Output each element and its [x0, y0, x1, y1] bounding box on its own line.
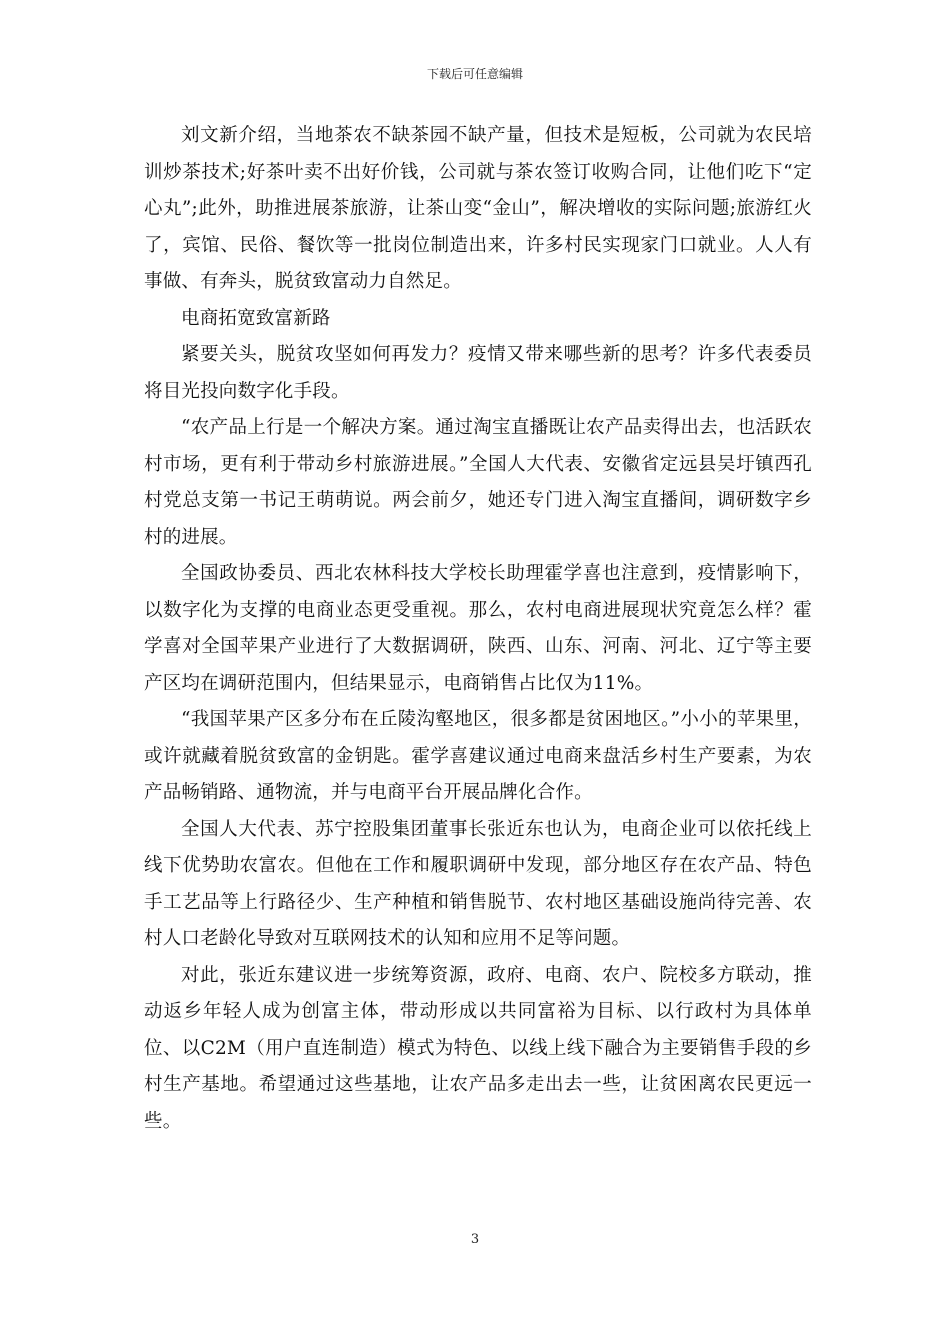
paragraph-7: 对此，张近东建议进一步统筹资源，政府、电商、农户、院校多方联动，推动返乡年轻人成为创富主体，带动形成以共同富裕为目标、以行政村为具体单位、以C2M（用户直连制造）模式为特色、以线上线下融合为主要销售手段的乡村生产基地。希望通过这些基地，让农产品多走出去一些，让贫困离农民更远一些。	[144, 964, 812, 1132]
paragraph-4: 全国政协委员、西北农林科技大学校长助理霍学喜也注意到，疫情影响下，以数字化为支撑的电商业态更受重视。那么，农村电商进展现状究竟怎么样？霍学喜对全国苹果产业进行了大数据调研，陕西、山东、河南、河北、辽宁等主要产区均在调研范围内，但结果显示，电商销售占比仅为11%。	[144, 563, 812, 694]
paragraph-1: 刘文新介绍，当地茶农不缺茶园不缺产量，但技术是短板，公司就为农民培训炒茶技术;好茶叶卖不出好价钱，公司就与茶农签订收购合同，让他们吃下“定心丸”;此外，助推进展茶旅游，让茶山变“金山”，解决增收的实际问题;旅游红火了，宾馆、民俗、餐饮等一批岗位制造出来，许多村民实现家门口就业。人人有事做、有奔头，脱贫致富动力自然足。	[144, 125, 812, 292]
paragraph-6: 全国人大代表、苏宁控股集团董事长张近东也认为，电商企业可以依托线上线下优势助农富农。但他在工作和履职调研中发现，部分地区存在农产品、特色手工艺品等上行路径少、生产种植和销售脱节、农村地区基础设施尚待完善、农村人口老龄化导致对互联网技术的认知和应用不足等问题。	[144, 818, 812, 949]
paragraph-2: 紧要关头，脱贫攻坚如何再发力？疫情又带来哪些新的思考？许多代表委员将目光投向数字化手段。	[144, 344, 812, 402]
page-header: 下载后可任意编辑	[426, 67, 523, 81]
paragraph-3: “农产品上行是一个解决方案。通过淘宝直播既让农产品卖得出去，也活跃农村市场，更有利于带动乡村旅游进展。”全国人大代表、安徽省定远县吴圩镇西孔村党总支第一书记王萌萌说。两会前夕，她还专门进入淘宝直播间，调研数字乡村的进展。	[144, 417, 812, 548]
section-heading: 电商拓宽致富新路	[181, 307, 331, 329]
page-number: 3	[470, 1232, 480, 1247]
paragraph-5: “我国苹果产区多分布在丘陵沟壑地区，很多都是贫困地区。”小小的苹果里，或许就藏着脱贫致富的金钥匙。霍学喜建议通过电商来盘活乡村生产要素，为农产品畅销路、通物流，并与电商平台开展品牌化合作。	[144, 709, 812, 803]
document-body	[144, 118, 812, 1140]
